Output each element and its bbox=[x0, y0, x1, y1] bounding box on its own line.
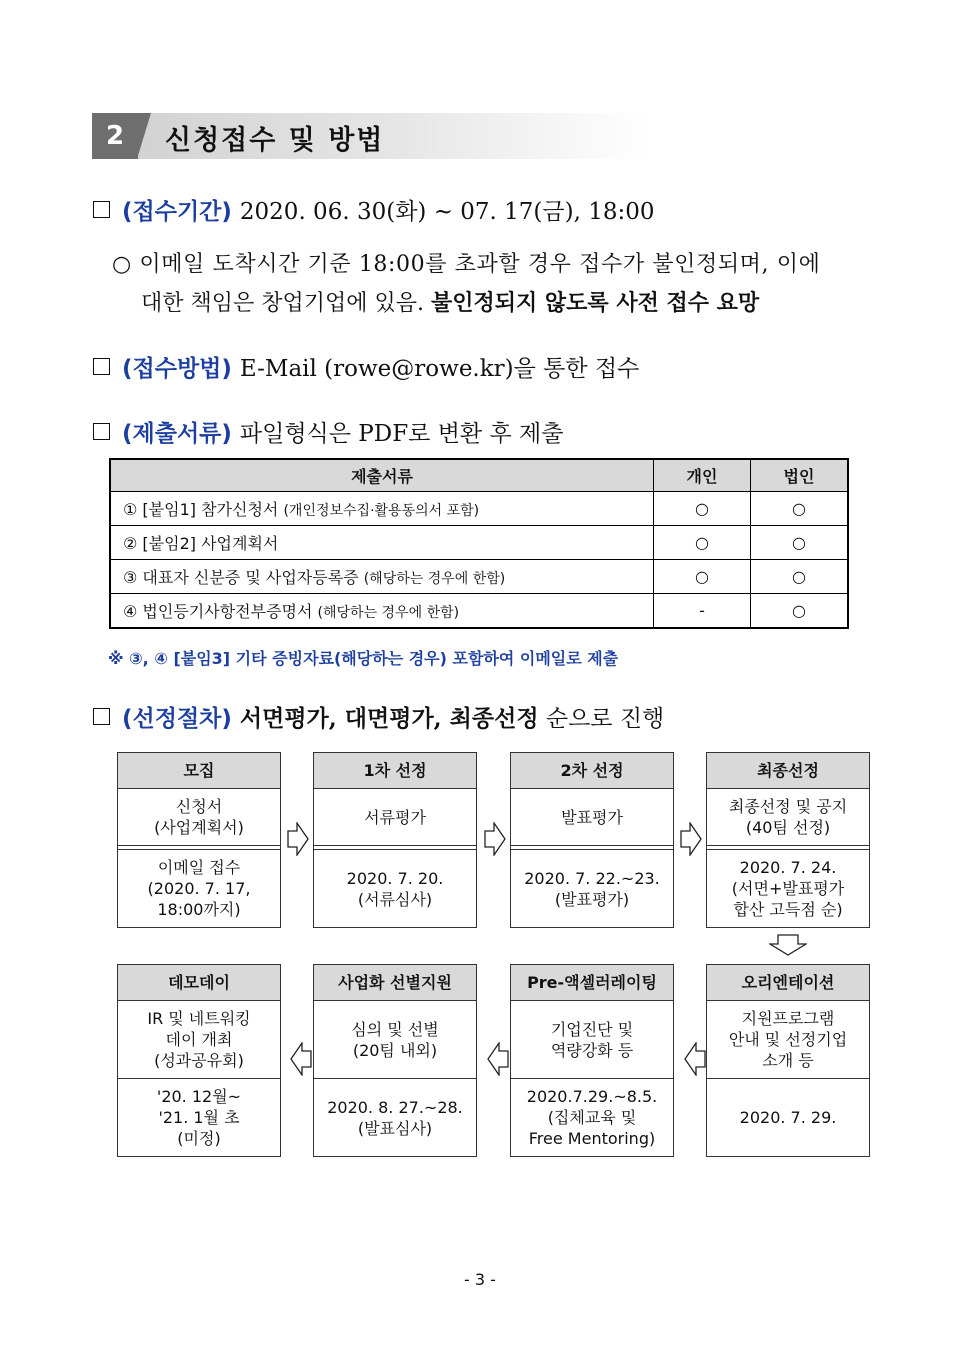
period-sub-line1: ○ 이메일 도착시간 기준 18:00를 초과할 경우 접수가 불인정되며, 이에 bbox=[112, 252, 821, 277]
doc-name bbox=[110, 594, 654, 629]
table-row bbox=[110, 526, 848, 560]
doc-note: (해당하는 경우에 한함) bbox=[363, 571, 506, 587]
page-number: - 3 - bbox=[464, 1270, 496, 1289]
table-row bbox=[110, 492, 848, 526]
method-keyword: (접수방법) bbox=[122, 356, 232, 382]
docs-keyword: (제출서류) bbox=[122, 421, 232, 447]
flow-step-title: 모집 bbox=[118, 753, 280, 789]
doc-name bbox=[110, 492, 654, 526]
checkbox-square-icon bbox=[93, 423, 110, 440]
flow-step-bottom: 이메일 접수 (2020. 7. 17, 18:00까지) bbox=[147, 858, 251, 919]
flow-step-bottom: 2020. 7. 29. bbox=[739, 1108, 837, 1127]
flow-step-bottom: 2020. 7. 20. (서류심사) bbox=[346, 868, 444, 909]
doc-main: ② [붙임2] 사업계획서 bbox=[123, 534, 279, 553]
doc-note: (개인정보수집·활용동의서 포함) bbox=[283, 503, 480, 519]
arrow-right-icon bbox=[484, 822, 506, 856]
period-sub-normal: 대한 책임은 창업기업에 있음. bbox=[141, 291, 424, 316]
doc-note: (해당하는 경우에 한함) bbox=[317, 605, 460, 621]
flow-step-mid: 발표평가 bbox=[511, 789, 673, 846]
flow-step-bottom: '20. 12월~ '21. 1월 초 (미정) bbox=[156, 1087, 242, 1148]
flow-step-mid: 최종선정 및 공지 (40팀 선정) bbox=[707, 789, 869, 846]
docs-note: ※ ③, ④ [붙임3] 기타 증빙자료(해당하는 경우) 포함하여 이메일로 제출 bbox=[108, 649, 619, 668]
period-sub-line2 bbox=[141, 286, 759, 317]
doc-main: ① [붙임1] 참가신청서 bbox=[123, 500, 279, 519]
flow-step-final-selection bbox=[706, 752, 870, 928]
arrow-right-icon bbox=[680, 822, 702, 856]
header-corporate: 법인 bbox=[751, 459, 849, 492]
selection-text-normal: 순으로 진행 bbox=[545, 706, 665, 732]
checkbox-square-icon bbox=[93, 708, 110, 725]
docs-text: 파일형식은 PDF로 변환 후 제출 bbox=[239, 421, 564, 447]
arrow-left-icon bbox=[684, 1042, 706, 1076]
doc-personal: ○ bbox=[654, 526, 751, 560]
arrow-left-icon bbox=[290, 1042, 312, 1076]
flow-step-title: 오리엔테이션 bbox=[707, 965, 869, 1001]
doc-name bbox=[110, 560, 654, 594]
doc-corporate: ○ bbox=[751, 594, 849, 629]
header-docs: 제출서류 bbox=[110, 459, 654, 492]
flow-step-bottom: 2020. 7. 24. (서면+발표평가 합산 고득점 순) bbox=[731, 858, 845, 919]
flow-step-second-selection bbox=[510, 752, 674, 928]
arrow-right-icon bbox=[287, 822, 309, 856]
flow-step-mid: 신청서 (사업계획서) bbox=[118, 789, 280, 846]
flow-step-demoday bbox=[117, 964, 281, 1157]
period-sub-bold: 불인정되지 않도록 사전 접수 요망 bbox=[431, 290, 760, 316]
flow-step-title: 1차 선정 bbox=[314, 753, 476, 789]
period-keyword: (접수기간) bbox=[122, 199, 232, 225]
flow-step-bottom: 2020. 7. 22.~23. (발표평가) bbox=[524, 868, 660, 909]
flow-step-commercialization bbox=[313, 964, 477, 1157]
doc-main: ③ 대표자 신분증 및 사업자등록증 bbox=[123, 568, 359, 587]
section-number: 2 bbox=[92, 113, 138, 159]
flow-step-title: 데모데이 bbox=[118, 965, 280, 1001]
flow-step-first-selection bbox=[313, 752, 477, 928]
flow-step-mid: 기업진단 및 역량강화 등 bbox=[511, 1001, 673, 1079]
period-text: 2020. 06. 30(화) ~ 07. 17(금), 18:00 bbox=[239, 199, 655, 225]
docs-table bbox=[109, 458, 849, 629]
flow-step-pre-accelerating bbox=[510, 964, 674, 1157]
checkbox-square-icon bbox=[93, 201, 110, 218]
flow-step-mid: 서류평가 bbox=[314, 789, 476, 846]
doc-corporate: ○ bbox=[751, 526, 849, 560]
flow-step-title: Pre-액셀러레이팅 bbox=[511, 965, 673, 1001]
table-row bbox=[110, 560, 848, 594]
table-row bbox=[110, 594, 848, 629]
flow-step-orientation bbox=[706, 964, 870, 1157]
flow-step-mid: 심의 및 선별 (20팀 내외) bbox=[314, 1001, 476, 1079]
doc-corporate: ○ bbox=[751, 560, 849, 594]
docs-line bbox=[93, 415, 563, 448]
selection-line bbox=[93, 700, 664, 733]
doc-personal: ○ bbox=[654, 560, 751, 594]
flow-step-title: 최종선정 bbox=[707, 753, 869, 789]
flow-step-bottom: 2020.7.29.~8.5. (집체교육 및 Free Mentoring) bbox=[526, 1087, 658, 1148]
section-title: 신청접수 및 방법 bbox=[165, 125, 385, 156]
method-line bbox=[93, 350, 639, 383]
doc-main: ④ 법인등기사항전부증명서 bbox=[123, 602, 313, 621]
header-personal: 개인 bbox=[654, 459, 751, 492]
docs-table-header bbox=[110, 459, 848, 492]
doc-corporate: ○ bbox=[751, 492, 849, 526]
selection-keyword: (선정절차) bbox=[122, 706, 232, 732]
flow-step-recruit bbox=[117, 752, 281, 928]
flow-step-title: 사업화 선별지원 bbox=[314, 965, 476, 1001]
flow-step-mid: IR 및 네트워킹 데이 개최 (성과공유회) bbox=[118, 1001, 280, 1079]
arrow-left-icon bbox=[487, 1042, 509, 1076]
doc-personal: - bbox=[654, 594, 751, 629]
flow-step-bottom: 2020. 8. 27.~28. (발표심사) bbox=[327, 1097, 463, 1138]
arrow-down-icon bbox=[769, 934, 807, 956]
flow-step-title: 2차 선정 bbox=[511, 753, 673, 789]
section-number-slant bbox=[137, 113, 151, 159]
doc-personal: ○ bbox=[654, 492, 751, 526]
method-text: E-Mail (rowe@rowe.kr)을 통한 접수 bbox=[239, 356, 640, 382]
flow-step-mid: 지원프로그램 안내 및 선정기업 소개 등 bbox=[707, 1001, 869, 1079]
doc-name bbox=[110, 526, 654, 560]
period-line bbox=[93, 193, 655, 226]
checkbox-square-icon bbox=[93, 358, 110, 375]
selection-text-bold: 서면평가, 대면평가, 최종선정 bbox=[239, 705, 539, 732]
